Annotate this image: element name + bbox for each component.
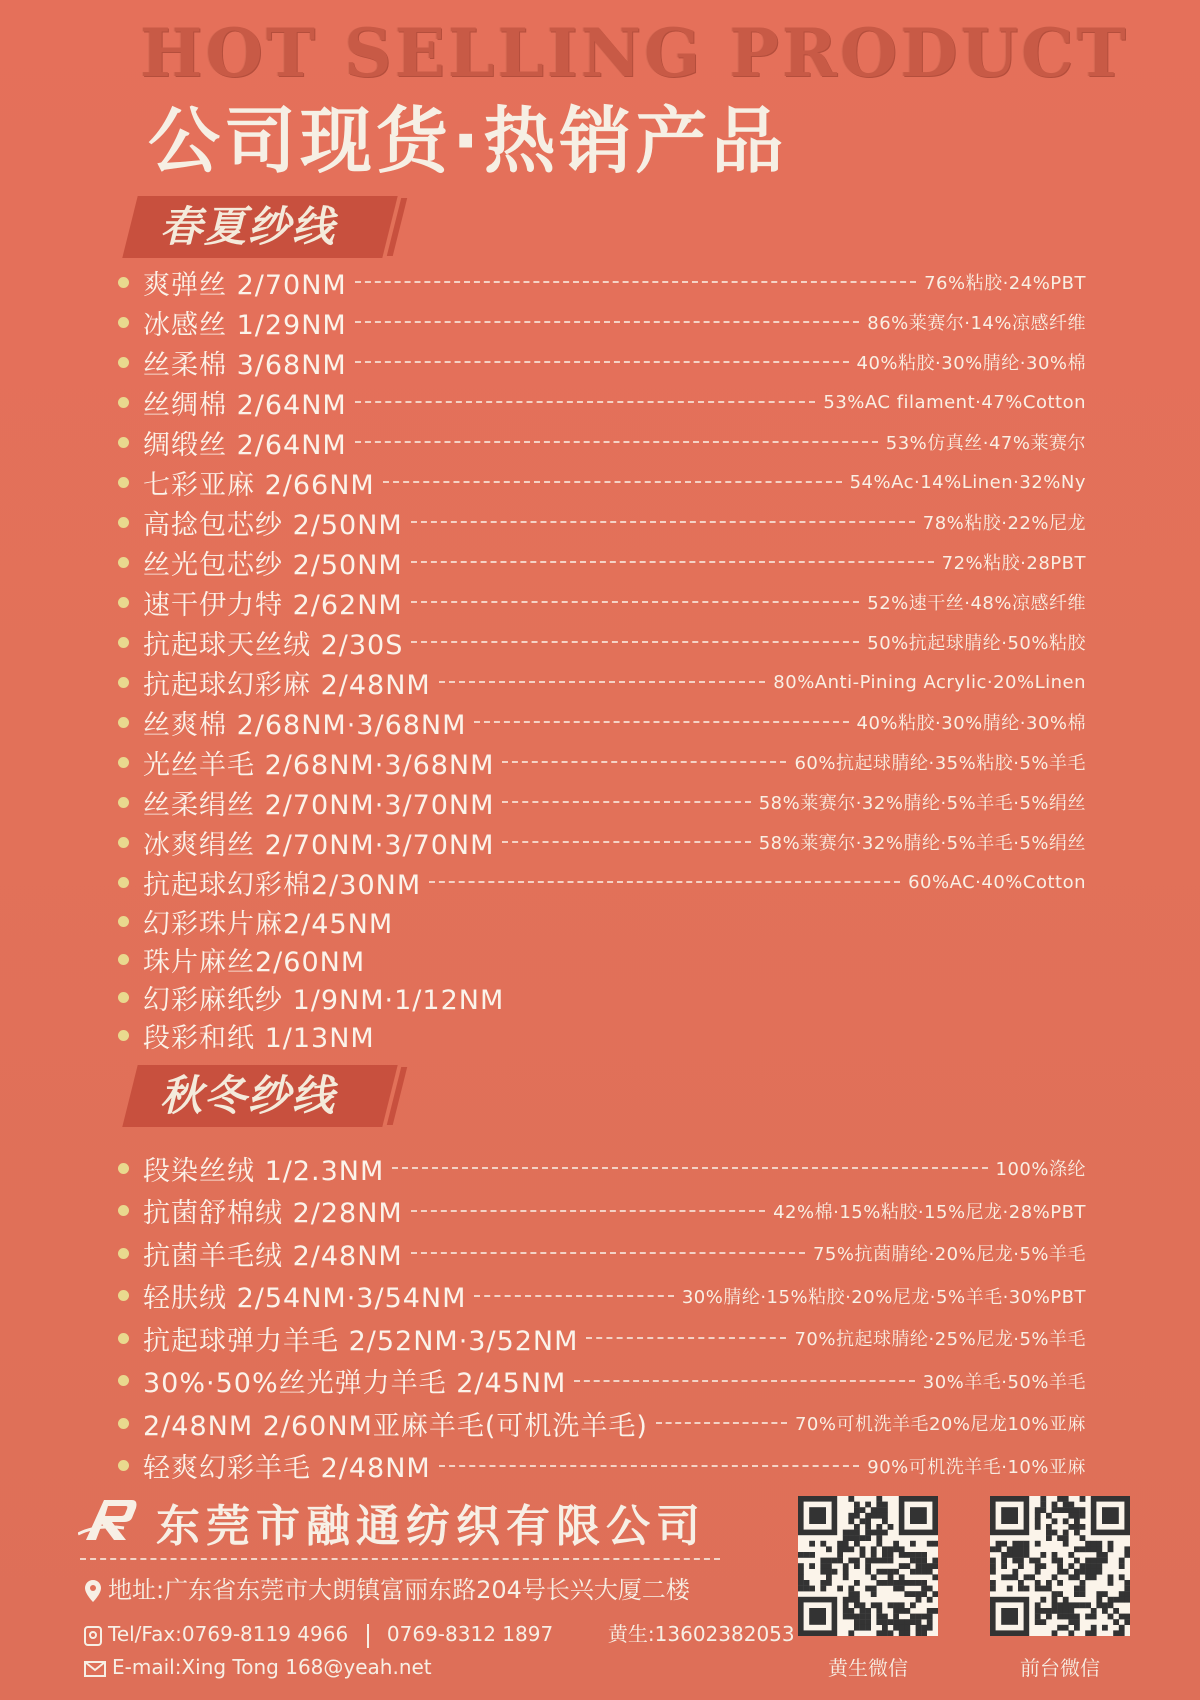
bullet-icon xyxy=(118,357,129,368)
yarn-name: 冰爽绢丝 2/70NM·3/70NM xyxy=(143,829,495,861)
bullet-icon xyxy=(118,1333,129,1344)
yarn-name: 2/48NM 2/60NM亚麻羊毛(可机洗羊毛) xyxy=(143,1410,648,1442)
yarn-composition: 60%AC·40%Cotton xyxy=(908,871,1086,893)
address-line xyxy=(84,1570,690,1605)
yarn-composition: 100%涤纶 xyxy=(995,1159,1086,1181)
list-item xyxy=(118,940,1086,978)
bullet-icon xyxy=(118,797,129,808)
yarn-name: 幻彩麻纸纱 1/9NM·1/12NM xyxy=(143,984,505,1016)
bullet-icon xyxy=(118,1290,129,1301)
list-item xyxy=(118,502,1086,542)
bullet-icon xyxy=(118,437,129,448)
yarn-name: 七彩亚麻 2/66NM xyxy=(143,469,375,501)
section-tag-spring-summer xyxy=(122,196,397,258)
yarn-composition: 78%粘胶·22%尼龙 xyxy=(922,513,1086,534)
yarn-name: 珠片麻丝2/60NM xyxy=(143,946,366,978)
yarn-name: 幻彩珠片麻2/45NM xyxy=(143,908,394,940)
bullet-icon xyxy=(118,397,129,408)
leader-dots xyxy=(439,681,766,683)
company-logo-icon xyxy=(78,1494,140,1544)
yarn-composition: 80%Anti-Pining Acrylic·20%Linen xyxy=(773,671,1086,693)
bullet-icon xyxy=(118,757,129,768)
leader-dots xyxy=(355,441,878,443)
yarn-name: 段彩和纸 1/13NM xyxy=(143,1022,375,1054)
bullet-icon xyxy=(118,1460,129,1471)
mobile: 黄生:13602382053 xyxy=(607,1622,795,1646)
bullet-icon xyxy=(118,637,129,648)
yarn-name: 高捻包芯纱 2/50NM xyxy=(143,509,403,541)
yarn-composition: 70%抗起球腈纶·25%尼龙·5%羊毛 xyxy=(794,1329,1086,1351)
leader-dots xyxy=(355,321,860,323)
leader-dots xyxy=(502,801,750,803)
bullet-icon xyxy=(118,677,129,688)
yarn-name: 丝爽棉 2/68NM·3/68NM xyxy=(143,709,467,741)
yarn-name: 轻肤绒 2/54NM·3/54NM xyxy=(143,1283,467,1315)
qr-label-reception: 前台微信 xyxy=(1020,1656,1100,1680)
bullet-icon xyxy=(118,916,129,927)
yarn-composition: 70%可机洗羊毛20%尼龙10%亚麻 xyxy=(794,1414,1086,1436)
list-item xyxy=(118,702,1086,742)
list-item xyxy=(118,1016,1086,1054)
yarn-composition: 58%莱赛尔·32%腈纶·5%羊毛·5%绢丝 xyxy=(758,833,1086,854)
yarn-composition: 42%棉·15%粘胶·15%尼龙·28%PBT xyxy=(773,1201,1086,1223)
list-item xyxy=(118,782,1086,822)
leader-dots xyxy=(411,521,915,523)
leader-dots xyxy=(586,1337,786,1339)
yarn-name: 速干伊力特 2/62NM xyxy=(143,589,403,621)
list-item xyxy=(118,582,1086,622)
leader-dots xyxy=(439,1465,860,1467)
qr-code-icon xyxy=(990,1496,1130,1636)
section-tag-autumn-winter xyxy=(122,1065,397,1127)
bullet-icon xyxy=(118,517,129,528)
company-name: 东莞市融通纺织有限公司 xyxy=(156,1501,706,1552)
leader-dots xyxy=(656,1422,787,1424)
list-item xyxy=(118,1445,1086,1488)
list-item xyxy=(118,1275,1086,1318)
yarn-composition: 30%腈纶·15%粘胶·20%尼龙·5%羊毛·30%PBT xyxy=(681,1286,1086,1308)
section-tag-label: 秋冬纱线 xyxy=(160,1071,337,1120)
yarn-composition: 30%羊毛·50%羊毛 xyxy=(922,1371,1086,1393)
bullet-icon xyxy=(118,1375,129,1386)
bullet-icon xyxy=(118,992,129,1003)
bullet-icon xyxy=(118,954,129,965)
leader-dots xyxy=(502,761,786,763)
yarn-composition: 52%速干丝·48%凉感纤维 xyxy=(867,593,1086,614)
leader-dots xyxy=(411,641,859,643)
bullet-icon xyxy=(118,597,129,608)
bullet-icon xyxy=(118,317,129,328)
list-item xyxy=(118,978,1086,1016)
yarn-composition: 72%粘胶·28PBT xyxy=(941,553,1086,574)
bullet-icon xyxy=(118,1030,129,1041)
leader-dots xyxy=(474,1295,673,1297)
yarn-name: 30%·50%丝光弹力羊毛 2/45NM xyxy=(143,1368,567,1400)
list-item xyxy=(118,462,1086,502)
leader-dots xyxy=(355,401,816,403)
yarn-composition: 90%可机洗羊毛·10%亚麻 xyxy=(867,1456,1086,1478)
yarn-name: 丝柔绢丝 2/70NM·3/70NM xyxy=(143,789,495,821)
yarn-name: 抗菌羊毛绒 2/48NM xyxy=(143,1240,403,1272)
autumn-winter-list xyxy=(118,1147,1086,1487)
leader-dots xyxy=(355,361,849,363)
leader-dots xyxy=(502,841,750,843)
list-item xyxy=(118,422,1086,462)
list-item xyxy=(118,1402,1086,1445)
mail-icon xyxy=(84,1661,106,1677)
leader-dots xyxy=(411,1210,765,1212)
phone-icon xyxy=(84,1626,102,1646)
leader-dots xyxy=(383,481,842,483)
yarn-name: 绸缎丝 2/64NM xyxy=(143,429,347,461)
yarn-composition: 54%Ac·14%Linen·32%Ny xyxy=(849,471,1086,493)
bullet-icon xyxy=(118,1248,129,1259)
divider xyxy=(80,1558,720,1560)
yarn-name: 光丝羊毛 2/68NM·3/68NM xyxy=(143,749,495,781)
english-title: HOT SELLING PRODUCT xyxy=(140,14,1129,92)
list-item xyxy=(118,1317,1086,1360)
qr-label-huang: 黄生微信 xyxy=(828,1656,908,1680)
yarn-name: 抗起球幻彩麻 2/48NM xyxy=(143,669,431,701)
yarn-name: 爽弹丝 2/70NM xyxy=(143,269,347,301)
yarn-name: 段染丝绒 1/2.3NM xyxy=(143,1155,385,1187)
list-item xyxy=(118,542,1086,582)
list-item xyxy=(118,262,1086,302)
location-pin-icon xyxy=(84,1579,102,1603)
address-text: 地址:广东省东莞市大朗镇富丽东路204号长兴大厦二楼 xyxy=(108,1576,690,1604)
bullet-icon xyxy=(118,877,129,888)
list-item xyxy=(118,622,1086,662)
bullet-icon xyxy=(118,1205,129,1216)
yarn-composition: 86%莱赛尔·14%凉感纤维 xyxy=(867,313,1086,334)
list-item xyxy=(118,1232,1086,1275)
list-item xyxy=(118,302,1086,342)
yarn-name: 丝光包芯纱 2/50NM xyxy=(143,549,403,581)
leader-dots xyxy=(411,1252,805,1254)
leader-dots xyxy=(574,1380,914,1382)
list-item xyxy=(118,1360,1086,1403)
email-text: E-mail:Xing Tong 168@yeah.net xyxy=(112,1655,432,1679)
separator xyxy=(367,1624,369,1648)
bullet-icon xyxy=(118,557,129,568)
yarn-name: 丝绸棉 2/64NM xyxy=(143,389,347,421)
leader-dots xyxy=(392,1167,987,1169)
tel-fax: Tel/Fax:0769-8119 4966 xyxy=(108,1622,349,1646)
spring-summer-list xyxy=(118,262,1086,1054)
yarn-composition: 75%抗菌腈纶·20%尼龙·5%羊毛 xyxy=(812,1244,1086,1266)
list-item xyxy=(118,382,1086,422)
qr-code-icon xyxy=(798,1496,938,1636)
list-item xyxy=(118,662,1086,702)
yarn-name: 轻爽幻彩羊毛 2/48NM xyxy=(143,1453,431,1485)
list-item xyxy=(118,902,1086,940)
yarn-name: 抗起球天丝绒 2/30S xyxy=(143,629,404,661)
leader-dots xyxy=(474,721,848,723)
yarn-composition: 53%AC filament·47%Cotton xyxy=(823,391,1086,413)
list-item xyxy=(118,1190,1086,1233)
yarn-composition: 60%抗起球腈纶·35%粘胶·5%羊毛 xyxy=(794,753,1086,774)
yarn-composition: 58%莱赛尔·32%腈纶·5%羊毛·5%绢丝 xyxy=(758,793,1086,814)
list-item xyxy=(118,862,1086,902)
bullet-icon xyxy=(118,1163,129,1174)
yarn-name: 抗起球幻彩棉2/30NM xyxy=(143,869,422,901)
tel-2: 0769-8312 1897 xyxy=(386,1622,554,1646)
bullet-icon xyxy=(118,717,129,728)
section-tag-label: 春夏纱线 xyxy=(160,202,337,251)
bullet-icon xyxy=(118,277,129,288)
yarn-composition: 50%抗起球腈纶·50%粘胶 xyxy=(867,633,1086,654)
contact-line xyxy=(84,1618,795,1648)
bullet-icon xyxy=(118,837,129,848)
bullet-icon xyxy=(118,1418,129,1429)
yarn-name: 冰感丝 1/29NM xyxy=(143,309,347,341)
yarn-composition: 76%粘胶·24%PBT xyxy=(924,273,1086,294)
leader-dots xyxy=(355,281,916,283)
list-item xyxy=(118,742,1086,782)
page-title: 公司现货·热销产品 xyxy=(148,99,788,183)
list-item xyxy=(118,822,1086,862)
yarn-composition: 53%仿真丝·47%莱赛尔 xyxy=(885,433,1086,454)
yarn-composition: 40%粘胶·30%腈纶·30%棉 xyxy=(856,353,1086,374)
leader-dots xyxy=(411,561,934,563)
list-item xyxy=(118,342,1086,382)
yarn-name: 抗菌舒棉绒 2/28NM xyxy=(143,1198,403,1230)
bullet-icon xyxy=(118,477,129,488)
yarn-composition: 40%粘胶·30%腈纶·30%棉 xyxy=(856,713,1086,734)
email-line xyxy=(84,1655,432,1679)
leader-dots xyxy=(429,881,900,883)
yarn-name: 丝柔棉 3/68NM xyxy=(143,349,347,381)
leader-dots xyxy=(411,601,860,603)
list-item xyxy=(118,1147,1086,1190)
yarn-name: 抗起球弹力羊毛 2/52NM·3/52NM xyxy=(143,1325,579,1357)
